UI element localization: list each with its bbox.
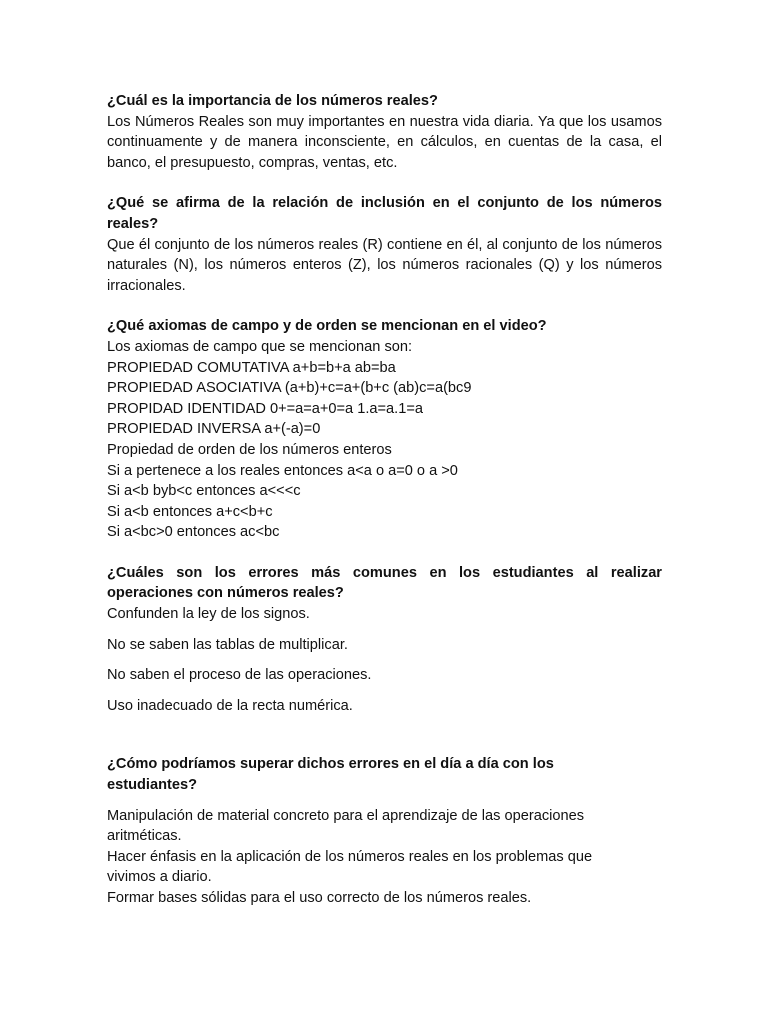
answer-4-item: Uso inadecuado de la recta numérica. <box>107 697 353 714</box>
answer-5-line: Manipulación de material concreto para el aprendizaje de las operaciones aritméticas. <box>107 807 585 845</box>
answer-5-line: Hacer énfasis en la aplicación de los números reales en los problemas que vivimos a diario. <box>107 848 593 886</box>
answer-3-line: Los axiomas de campo que se mencionan son: <box>107 338 413 355</box>
answer-3-line: PROPIEDAD COMUTATIVA a+b=b+a ab=ba <box>107 359 396 376</box>
answer-5-line: Formar bases sólidas para el uso correcto de los números reales. <box>107 890 532 906</box>
answer-3-line: PROPIEDAD INVERSA a+(-a)=0 <box>107 421 321 438</box>
answer-3-line: Si a pertenece a los reales entonces a<a o a=0 o a >0 <box>107 462 458 479</box>
answer-1: Los Números Reales son muy importantes en nuestra vida diaria. Ya que los usamos continuamente y de manera inconsciente, en cálculos, en cuentas de la casa, el banco, el presupuesto, compras, ventas, etc. <box>107 113 662 171</box>
question-1: ¿Cuál es la importancia de los números reales? <box>107 93 438 109</box>
answer-2: Que él conjunto de los números reales (R) contiene en él, al conjunto de los números naturales (N), los números enteros (Z), los números racionales (Q) y los números irracionales. <box>107 236 662 294</box>
answer-4-item: No se saben las tablas de multiplicar. <box>107 636 348 653</box>
answer-3-line: Propiedad de orden de los números enteros <box>107 441 392 458</box>
question-3: ¿Qué axiomas de campo y de orden se mencionan en el video? <box>107 318 547 335</box>
answer-3-line: Si a<b entonces a+c<b+c <box>107 503 273 520</box>
question-5: ¿Cómo podríamos superar dichos errores en el día a día con los estudiantes? <box>107 756 554 794</box>
document-body <box>107 91 662 909</box>
answer-4-item: Confunden la ley de los signos. <box>107 606 310 623</box>
answer-3-line: Si a<bc>0 entonces ac<bc <box>107 524 280 541</box>
answer-3-line: Si a<b byb<c entonces a<<<c <box>107 483 301 500</box>
answer-4-item: No saben el proceso de las operaciones. <box>107 667 372 684</box>
answer-3-line: PROPIDAD IDENTIDAD 0+=a=a+0=a 1.a=a.1=a <box>107 400 423 417</box>
question-4: ¿Cuáles son los errores más comunes en los estudiantes al realizar operaciones con números reales? <box>107 564 662 602</box>
answer-3-line: PROPIEDAD ASOCIATIVA (a+b)+c=a+(b+c (ab)c=a(bc9 <box>107 380 472 397</box>
question-2: ¿Qué se afirma de la relación de inclusión en el conjunto de los números reales? <box>107 195 662 232</box>
